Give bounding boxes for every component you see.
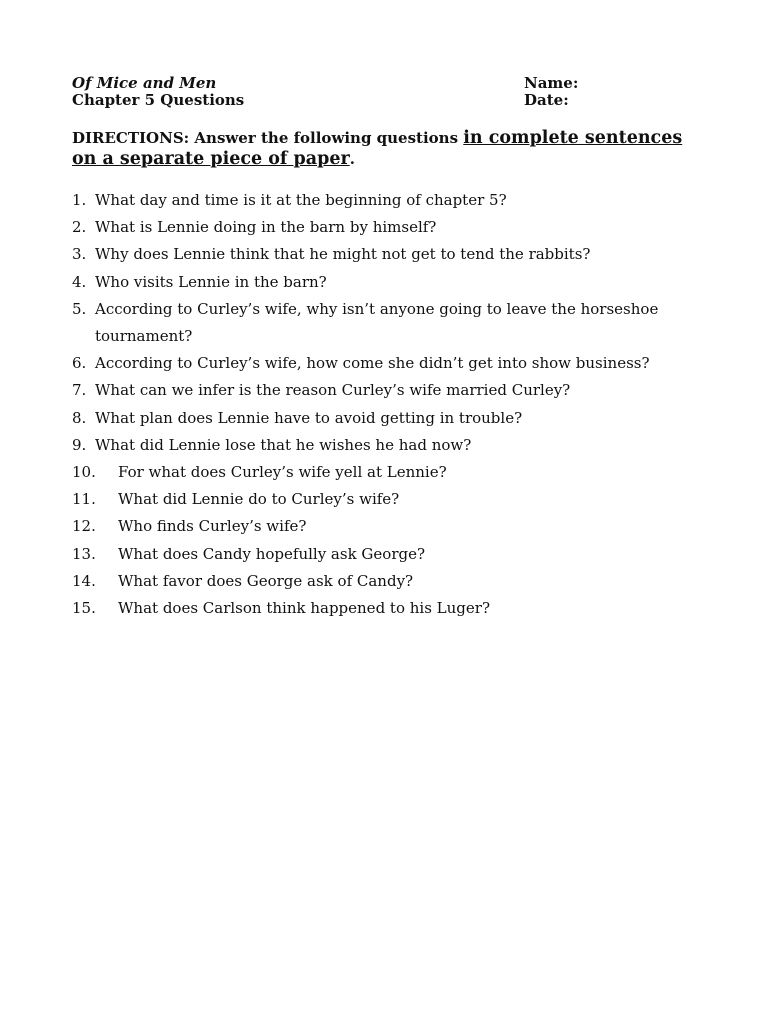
- question-text: What plan does Lennie have to avoid getting in trouble?: [95, 408, 523, 427]
- question-item: [72, 541, 712, 568]
- question-text: For what does Curley’s wife yell at Lennie?: [118, 463, 447, 482]
- question-text: Who finds Curley’s wife?: [118, 517, 307, 536]
- question-item: [72, 377, 712, 404]
- question-number: 13.: [72, 544, 96, 563]
- directions: [72, 128, 712, 170]
- question-number: 1.: [72, 191, 87, 209]
- question-item: [72, 459, 712, 486]
- question-number: 2.: [72, 218, 87, 237]
- question-text: What can we infer is the reason Curley’s wife married Curley?: [95, 381, 571, 400]
- header-left: [72, 75, 244, 109]
- question-text: What favor does George ask of Candy?: [118, 571, 414, 590]
- question-number: 6.: [72, 354, 87, 373]
- question-item: [72, 405, 712, 432]
- question-text: What does Carlson think happened to his Luger?: [118, 599, 490, 618]
- question-number: 5.: [72, 299, 87, 318]
- name-label: Name:: [524, 74, 579, 92]
- question-item: [72, 513, 712, 540]
- question-number: 7.: [72, 381, 87, 400]
- question-item: [72, 214, 712, 241]
- chapter-title: Chapter 5 Questions: [72, 91, 245, 109]
- directions-end: .: [349, 150, 355, 168]
- directions-emphasis: in complete sentences on a separate piece of paper: [72, 128, 683, 169]
- question-text: What did Lennie lose that he wishes he had now?: [95, 435, 472, 454]
- question-number: 11.: [72, 490, 96, 509]
- question-text: Why does Lennie think that he might not get to tend the rabbits?: [95, 245, 591, 264]
- question-item: [72, 595, 712, 622]
- question-text: According to Curley’s wife, how come she didn’t get into show business?: [95, 354, 650, 373]
- question-text: What is Lennie doing in the barn by himself?: [95, 218, 437, 237]
- directions-lead: DIRECTIONS: Answer the following questions: [72, 129, 464, 147]
- question-item: [72, 486, 712, 513]
- question-text: According to Curley’s wife, why isn’t anyone going to leave the horseshoe tournament?: [95, 299, 659, 346]
- book-title: Of Mice and Men: [72, 74, 217, 92]
- question-item: [72, 269, 712, 296]
- question-number: 12.: [72, 517, 96, 536]
- question-item: [72, 241, 712, 268]
- question-text: What day and time is it at the beginning of chapter 5?: [95, 191, 507, 209]
- question-item: [72, 432, 712, 459]
- question-number: 4.: [72, 272, 87, 291]
- question-list: [72, 187, 712, 622]
- question-number: 8.: [72, 408, 87, 427]
- question-text: What does Candy hopefully ask George?: [118, 544, 426, 563]
- question-number: 14.: [72, 571, 96, 590]
- question-number: 3.: [72, 245, 87, 264]
- question-text: What did Lennie do to Curley’s wife?: [118, 490, 400, 509]
- header-right: [524, 75, 578, 109]
- question-item: [72, 568, 712, 595]
- question-item: [72, 296, 712, 350]
- question-item: [72, 187, 712, 214]
- question-number: 9.: [72, 435, 87, 454]
- question-number: 15.: [72, 599, 96, 618]
- date-label: Date:: [524, 91, 569, 109]
- question-text: Who visits Lennie in the barn?: [95, 272, 327, 291]
- question-number: 10.: [72, 463, 96, 482]
- question-item: [72, 350, 712, 377]
